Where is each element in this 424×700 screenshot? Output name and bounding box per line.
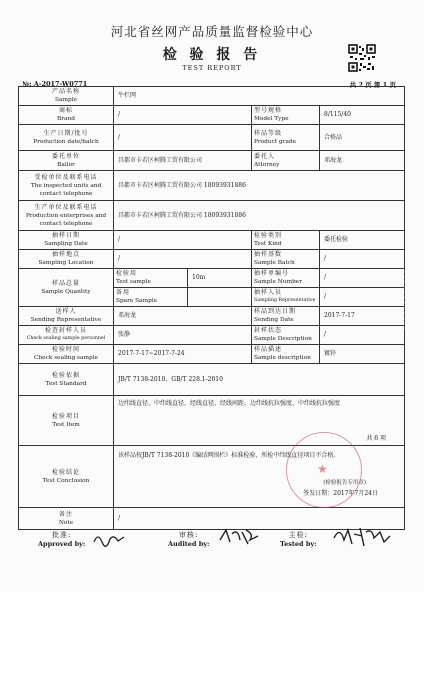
sample-desc2-value: 镀锌: [320, 345, 405, 364]
seal-note: (检验报告专用章): [323, 480, 367, 486]
page-margin: [0, 592, 424, 700]
spare-sample-label: 备用 Spare Sample: [114, 288, 188, 307]
approved-by: 批准: Approved by:: [38, 531, 86, 548]
sample-label: 产品名称 Sample: [19, 87, 114, 106]
sampling-representative-label: 抽样人员 Sampling Representative: [252, 288, 320, 307]
perforation-mark: [404, 270, 419, 330]
row-brand: [19, 106, 405, 125]
sampling-location-value: /: [114, 250, 252, 269]
check-time-value: 2017-7-17~2017-7-24: [114, 345, 252, 364]
test-standard-label: 检验依据 Test Standard: [19, 364, 114, 396]
sample-value: 牛栏网: [114, 87, 405, 106]
tested-by: 主检: Tested by:: [280, 531, 317, 548]
grade-label: 样品等级 Product grade: [252, 125, 320, 151]
production-date-value: /: [114, 125, 252, 151]
attorney-label: 委托人 Attorney: [252, 151, 320, 171]
spare-sample-value: [188, 288, 252, 307]
row-sampling-location: [19, 250, 405, 269]
report-number: №: A-2017-W0771: [22, 80, 88, 88]
note-label: 备注 Note: [19, 508, 114, 530]
inspected-units-value: 昌都市卡若区柯腾工贸有限公司 18093931886: [114, 171, 405, 201]
page-info: 共 2 页 第 1 页: [349, 81, 396, 89]
row-test-item: [19, 396, 405, 446]
bailor-value: 昌都市卡若区柯腾工贸有限公司: [114, 151, 252, 171]
tested-signature: [332, 524, 392, 554]
sample-desc2-label: 样品描述 Sample description: [252, 345, 320, 364]
sampling-date-value: /: [114, 231, 252, 250]
row-check-time: [19, 345, 405, 364]
test-item-value: 边纬线直径、中纬线直径、经线直径、经线间距、边纬线抗拉强度、中纬线抗拉强度: [118, 400, 341, 407]
row-production-date: [19, 125, 405, 151]
row-test-standard: [19, 364, 405, 396]
row-inspected-units: [19, 171, 405, 201]
test-kind-value: 委托检验: [320, 231, 405, 250]
sample-number-label: 抽样单编号 Sample Number: [252, 269, 320, 288]
sample-quantity-label: 样品总量 Sample Quantity: [19, 269, 114, 307]
row-check-sealing: [19, 326, 405, 345]
audited-by: 审核: Audited by:: [168, 531, 210, 548]
attorney-value: 邓海龙: [320, 151, 405, 171]
inspected-units-label: 受检单位及联系电话 The inspected units and contact telephone: [19, 171, 114, 201]
production-date-label: 生产日期/批号 Production date/batch: [19, 125, 114, 151]
issue-date: 签发日期：2017年7月24日: [303, 490, 379, 497]
test-item-label: 检验项目 Test Item: [19, 396, 114, 446]
sending-representative-label: 送样人 Sending Representative: [19, 307, 114, 326]
qr-code-icon: [348, 44, 376, 72]
center-name: 河北省丝网产品质量监督检验中心: [110, 24, 314, 39]
test-conclusion-label: 检验结论 Test Conclusion: [19, 446, 114, 508]
brand-label: 商标 Brand: [19, 106, 114, 125]
sending-date-label: 样品到达日期 Sending Date: [252, 307, 320, 326]
inspection-seal-stamp: [286, 432, 362, 508]
check-sealing-label: 检查封样人员 Check sealing sample personnel: [19, 326, 114, 345]
note-value: /: [114, 508, 405, 530]
sampling-date-label: 抽样日期 Sampling Date: [19, 231, 114, 250]
row-sample-quantity-a: [19, 269, 405, 288]
test-item-count: 共 6 项: [366, 435, 387, 442]
sampling-representative-value: /: [320, 288, 405, 307]
test-item-cell: [114, 396, 405, 446]
check-time-label: 检验时间 Check sealing sample: [19, 345, 114, 364]
brand-value: /: [114, 106, 252, 125]
report-title-en: TEST REPORT: [182, 64, 242, 72]
sending-representative-value: 邓海龙: [114, 307, 252, 326]
test-sample-value: 10m: [188, 269, 252, 288]
check-sealing-value: 张静: [114, 326, 252, 345]
sample-description-value: /: [320, 326, 405, 345]
sampling-location-label: 抽样地点 Sampling Location: [19, 250, 114, 269]
production-enterprises-value: 昌都市卡若区柯腾工贸有限公司 18093931886: [114, 201, 405, 231]
grade-value: 合格品: [320, 125, 405, 151]
row-production-enterprises: [19, 201, 405, 231]
bailor-label: 委托单位 Bailor: [19, 151, 114, 171]
sample-description-label: 封样状态 Sample Description: [252, 326, 320, 345]
test-sample-label: 检验用 Test sample: [114, 269, 188, 288]
approved-signature: [92, 530, 126, 552]
report-title-cn: 检 验 报 告: [162, 47, 262, 63]
sending-date-value: 2017-7-17: [320, 307, 405, 326]
row-sampling-date: [19, 231, 405, 250]
row-bailor: [19, 151, 405, 171]
test-kind-label: 检验类别 Test Kind: [252, 231, 320, 250]
model-value: 8/115/40: [320, 106, 405, 125]
model-label: 型号规格 Model Type: [252, 106, 320, 125]
seal-star-icon: ★: [317, 462, 328, 476]
sample-batch-label: 抽样基数 Sample Batch: [252, 250, 320, 269]
test-conclusion-value: 该样品按JB/T 7138-2010《编结网围栏》标准检验，所检中纬线直径项目不合格。: [118, 452, 340, 459]
sample-batch-value: /: [320, 250, 405, 269]
test-standard-value: JB/T 7138-2010、GB/T 228.1-2010: [114, 364, 405, 396]
row-sending-representative: [19, 307, 405, 326]
production-enterprises-label: 生产单位及联系电话 Production enterprises and contact telephone: [19, 201, 114, 231]
audited-signature: [218, 526, 262, 552]
row-sample: [19, 87, 405, 106]
sample-number-value: /: [320, 269, 405, 288]
